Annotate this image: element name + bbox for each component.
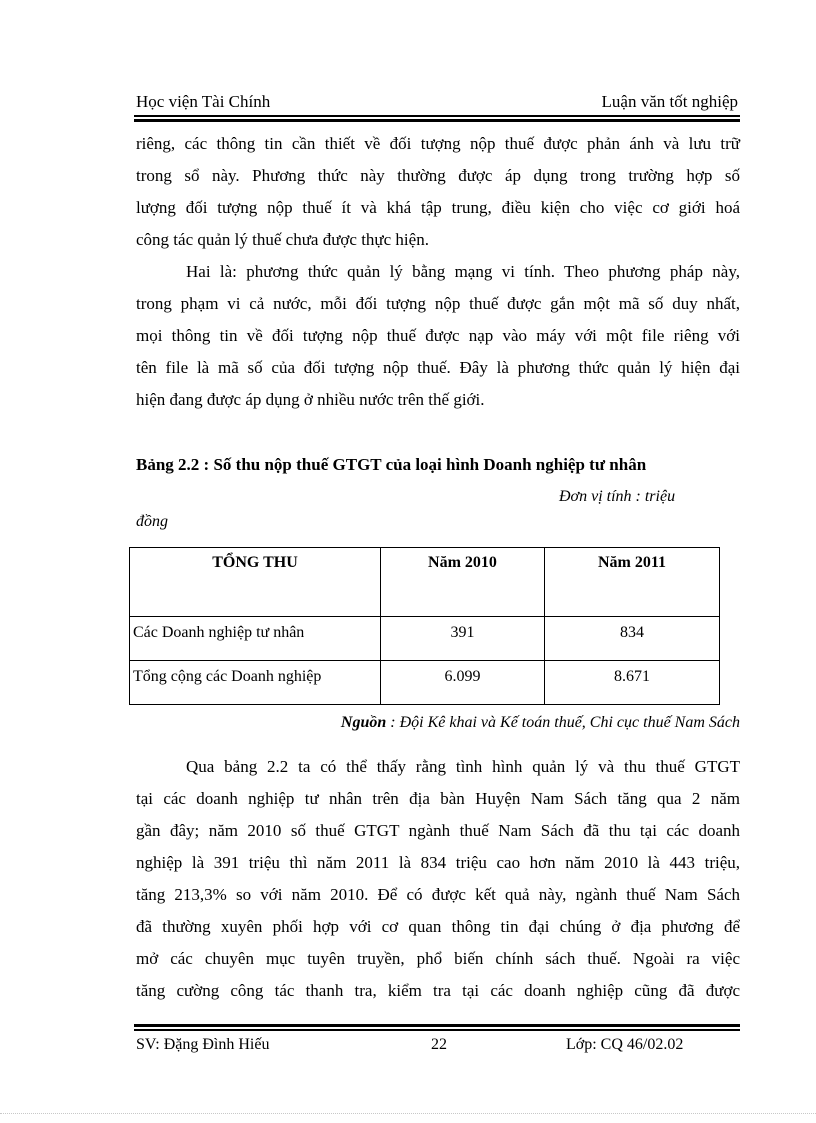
table-source xyxy=(341,714,740,732)
paragraph-line: mở các chuyên mục tuyên truyền, phổ biến chính sách thuế. Ngoài ra việc xyxy=(136,949,740,968)
footer-class: Lớp: CQ 46/02.02 xyxy=(566,1036,684,1053)
paragraph-line: mọi thông tin về đối tượng nộp thuế được nạp vào máy với một file riêng với xyxy=(136,326,740,345)
paragraph-line: trong sổ này. Phương thức này thường được áp dụng trong trường hợp số xyxy=(136,166,740,185)
paragraph-3 xyxy=(136,751,740,1007)
source-text: : Đội Kê khai và Kế toán thuế, Chi cục thuế Nam Sách xyxy=(390,714,740,731)
table-cell-value: 391 xyxy=(381,617,545,661)
header-institution: Học viện Tài Chính xyxy=(136,92,271,111)
tax-revenue-table xyxy=(129,547,720,705)
table-header-row xyxy=(130,548,720,617)
table-header-cell: Năm 2011 xyxy=(545,548,720,617)
page-header xyxy=(136,92,740,116)
paragraph-line: riêng, các thông tin cần thiết về đối tượng nộp thuế được phản ánh và lưu trữ xyxy=(136,134,740,153)
paragraph-line: hiện đang được áp dụng ở nhiều nước trên thế giới. xyxy=(136,390,485,409)
paragraph-line: trong phạm vi cả nước, mỗi đối tượng nộp thuế được gắn một mã số duy nhất, xyxy=(136,294,740,313)
header-doc-type: Luận văn tốt nghiệp xyxy=(601,92,738,111)
header-rule-thick xyxy=(134,119,740,122)
table-title: Bảng 2.2 : Số thu nộp thuế GTGT của loại hình Doanh nghiệp tư nhân xyxy=(136,455,647,474)
footer-student: SV: Đặng Đình Hiếu xyxy=(136,1036,270,1053)
header-rule xyxy=(134,115,740,117)
table-unit-continued: đồng xyxy=(136,513,168,530)
table-unit: Đơn vị tính : triệu xyxy=(559,488,676,505)
paragraph-line: Hai là: phương thức quản lý bằng mạng vi tính. Theo phương pháp này, xyxy=(186,262,740,281)
source-label: Nguồn xyxy=(340,714,387,731)
footer-page-number: 22 xyxy=(431,1036,447,1053)
footer-rule-thick xyxy=(134,1024,740,1027)
table-cell-value: 6.099 xyxy=(381,661,545,705)
table-cell-label: Tổng cộng các Doanh nghiệp xyxy=(130,661,381,705)
paragraph-line: tại các doanh nghiệp tư nhân trên địa bàn Huyện Nam Sách tăng qua 2 năm xyxy=(136,789,740,808)
paragraph-line: đã thường xuyên phối hợp với cơ quan thông tin đại chúng ở địa phương để xyxy=(136,917,740,936)
table-cell-value: 834 xyxy=(545,617,720,661)
paragraph-line: lượng đối tượng nộp thuế ít và khá tập trung, điều kiện cho việc cơ giới hoá xyxy=(136,198,740,217)
paragraph-line: tăng cường công tác thanh tra, kiểm tra tại các doanh nghiệp cũng đã được xyxy=(136,981,740,1000)
table-header-cell: TỔNG THU xyxy=(130,548,381,617)
paragraph-1 xyxy=(136,128,740,256)
paragraph-line: nghiệp là 391 triệu thì năm 2011 là 834 triệu cao hơn năm 2010 là 443 triệu, xyxy=(136,853,740,872)
paragraph-line: công tác quản lý thuế chưa được thực hiện. xyxy=(136,230,429,249)
paragraph-line: Qua bảng 2.2 ta có thể thấy rằng tình hình quản lý và thu thuế GTGT xyxy=(186,757,740,776)
footer-rule xyxy=(134,1029,740,1031)
paragraph-line: tên file là mã số của đối tượng nộp thuế. Đây là phương thức quản lý hiện đại xyxy=(136,358,740,377)
table-row xyxy=(130,617,720,661)
table-cell-value: 8.671 xyxy=(545,661,720,705)
paragraph-2 xyxy=(136,256,740,416)
paragraph-line: tăng 213,3% so với năm 2010. Để có được kết quả này, ngành thuế Nam Sách xyxy=(136,885,740,904)
table-row xyxy=(130,661,720,705)
table-header-cell: Năm 2010 xyxy=(381,548,545,617)
page-edge-divider xyxy=(0,1113,816,1114)
paragraph-line: gần đây; năm 2010 số thuế GTGT ngành thuế Nam Sách đã thu tại các doanh xyxy=(136,821,740,840)
table-cell-label: Các Doanh nghiệp tư nhân xyxy=(130,617,381,661)
